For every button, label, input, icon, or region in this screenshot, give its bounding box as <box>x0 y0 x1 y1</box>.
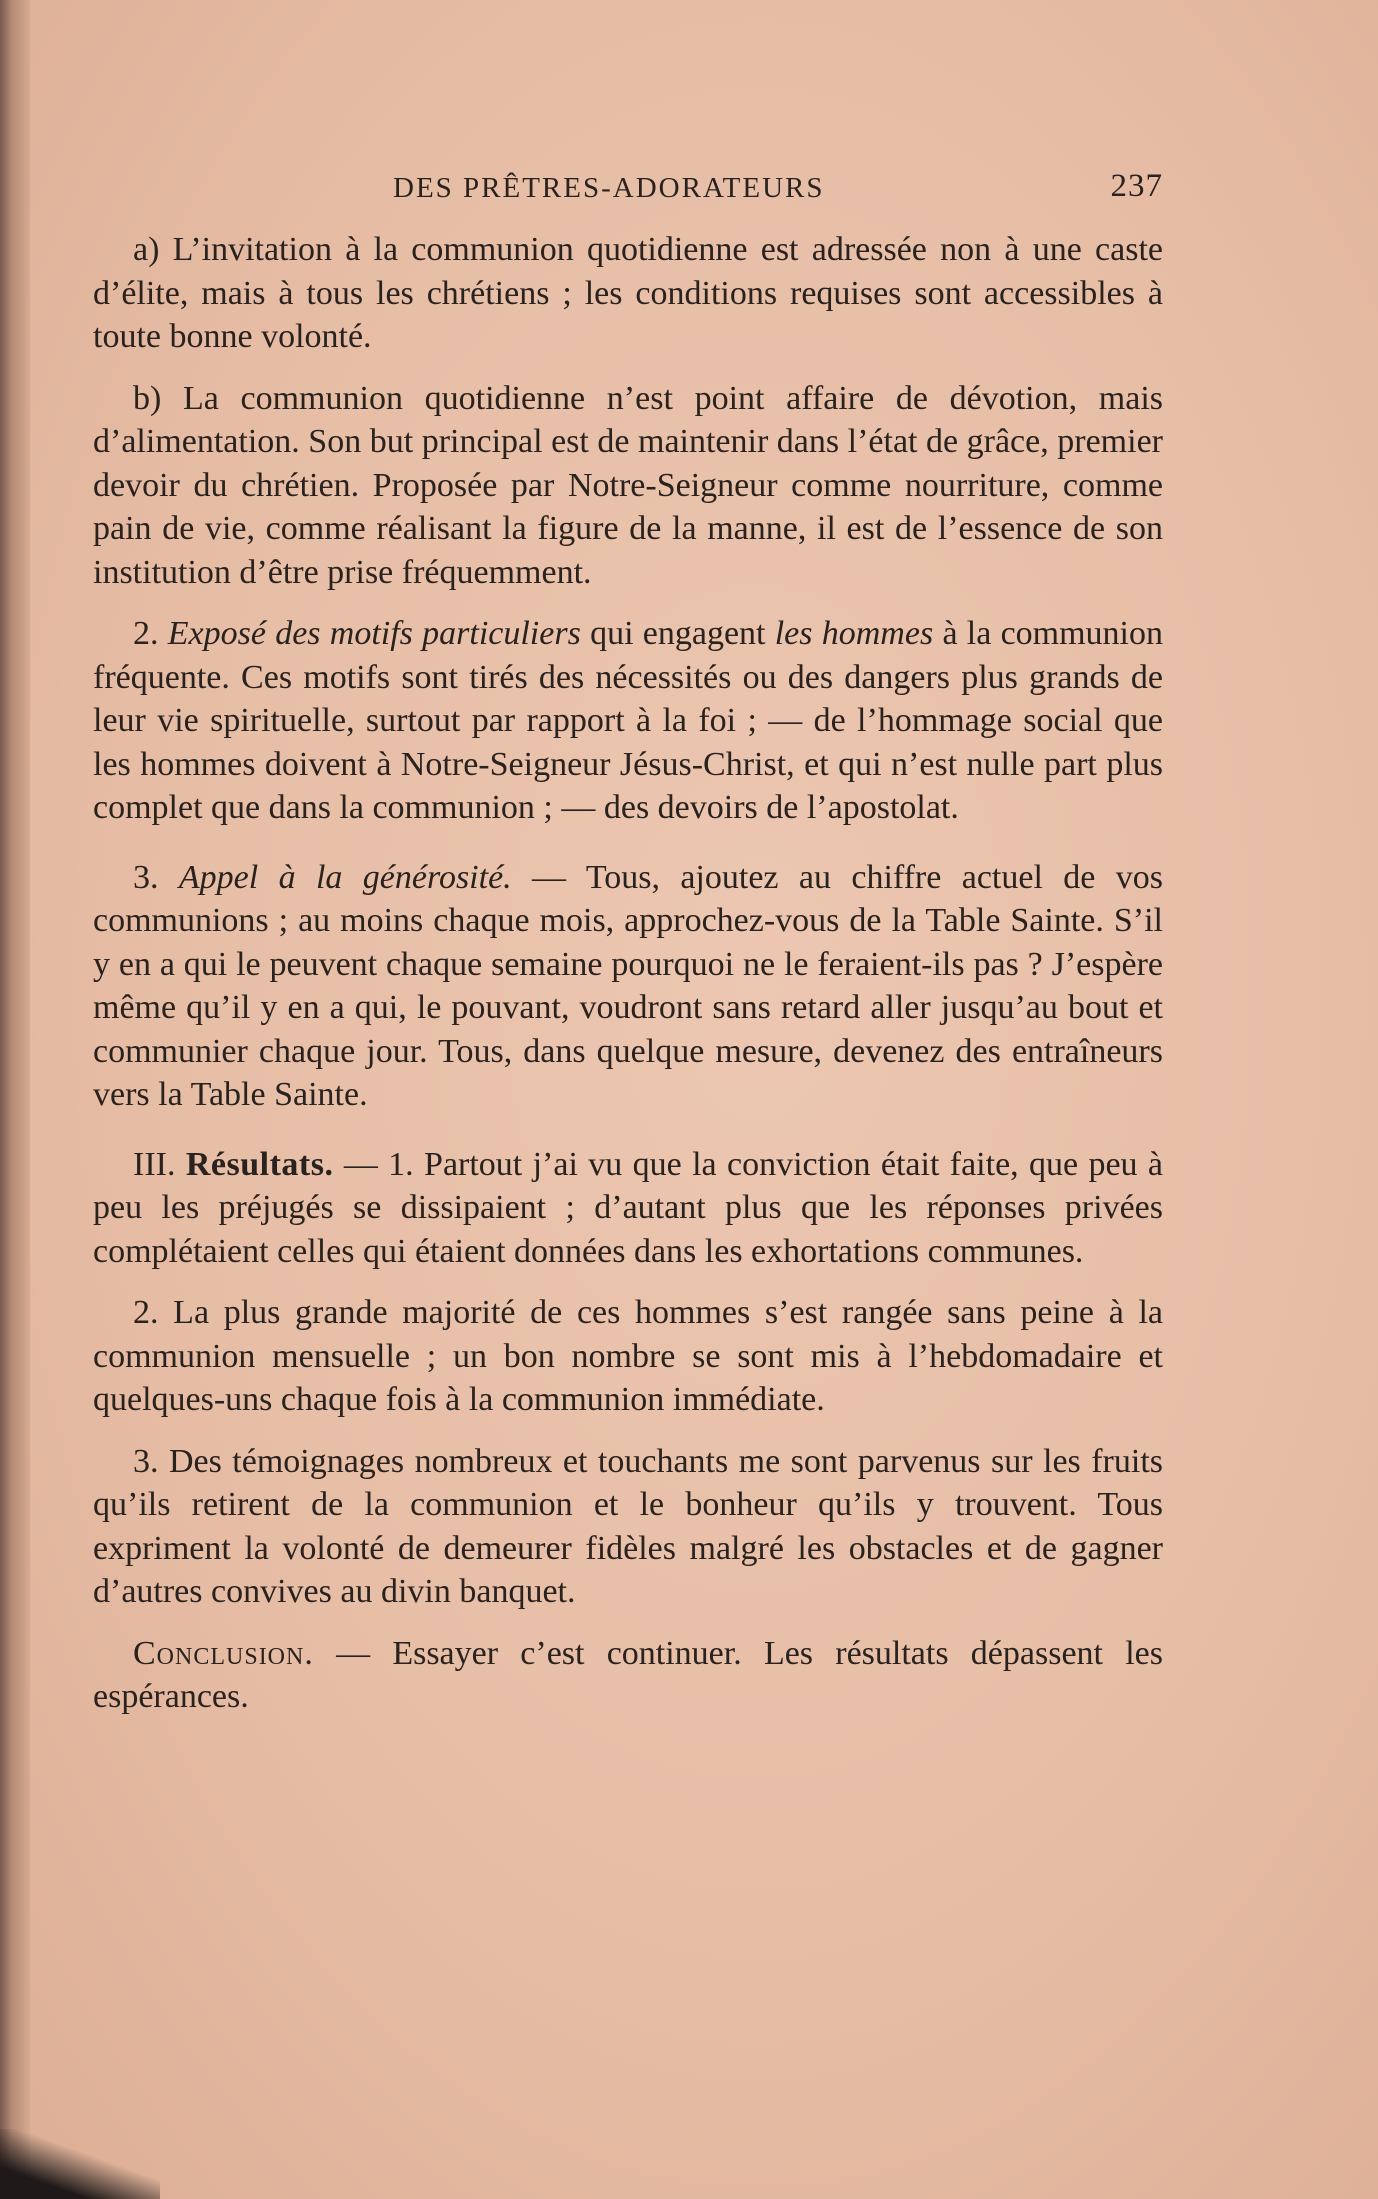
results-paragraph-2-text: 2. La plus grande majorité de ces hommes s’est rangée sans peine à la communion mensuelle ; un bon nombre se sont mis à l’hebdomadaire et quelques-uns chaque fois à la communion immédiate. <box>93 1294 1163 1418</box>
paragraph-2-number: 2. <box>133 615 159 652</box>
results-paragraph-3 <box>93 1440 1163 1614</box>
conclusion-label: Conclusion. <box>133 1634 314 1672</box>
conclusion-paragraph <box>93 1632 1163 1719</box>
paragraph-a <box>93 228 1163 359</box>
paragraph-3-title: Appel à la générosité. <box>178 858 512 896</box>
page-header <box>93 168 1163 212</box>
results-paragraph-3-text: 3. Des témoignages nombreux et touchants me sont parvenus sur les fruits qu’ils retirent de la communion et le bonheur qu’ils y trouvent. Tous expriment la volonté de demeurer fidèles malgré les obstacles et de gagner d’autres convives au divin banquet. <box>93 1442 1163 1610</box>
paragraph-2-rest: à la communion fréquente. Ces motifs sont tirés des nécessités ou des dangers plus grands de leur vie spirituelle, surtout par rapport à la foi ; — de l’hommage social que les hommes doivent à Notre-Seigneur Jésus-Christ, et qui n’est nulle part plus complet que dans la communion ; — des devoirs de l’apostolat. <box>93 615 1163 826</box>
results-paragraph-1-rest: — 1. Partout j’ai vu que la conviction était faite, que peu à peu les préjugés se dissipaient ; d’autant plus que les réponses privées complétaient celles qui étaient données dans les exhortations communes. <box>93 1145 1164 1270</box>
page-corner-shadow <box>0 2129 160 2199</box>
results-heading: Résultats. <box>185 1145 334 1183</box>
paragraph-3 <box>93 856 1163 1117</box>
paragraph-b-text: b) La communion quotidienne n’est point affaire de dévotion, mais d’alimentation. Son but principal est de maintenir dans l’état de grâce, premier devoir du chrétien. Proposée par Notre-Seigneur comme nourriture, comme pain de vie, comme réalisant la figure de la manne, il est de l’essence de son institution d’être prise fréquemment. <box>93 379 1163 591</box>
paragraph-b <box>93 377 1163 595</box>
conclusion-rest: — Essayer c’est continuer. Les résultats dépassent les espérances. <box>93 1634 1163 1715</box>
paragraph-2-mid: qui engagent <box>580 615 775 652</box>
results-paragraph-2 <box>93 1291 1163 1422</box>
page-number: 237 <box>1110 168 1163 204</box>
paragraph-3-number: 3. <box>133 858 159 896</box>
paragraph-2 <box>93 612 1163 830</box>
results-section-number: III. <box>133 1145 176 1183</box>
running-head: DES PRÊTRES-ADORATEURS <box>393 172 825 204</box>
paragraph-3-rest: — Tous, ajoutez au chiffre actuel de vos communions ; au moins chaque mois, approchez-vous de la Table Sainte. S’il y en a qui le peuvent chaque semaine pourquoi ne le feraient-ils pas ? J’espère même qu’il y en a qui, le pouvant, voudront sans retard aller jusqu’au bout et communier chaque jour. Tous, dans quelque mesure, devenez des entraîneurs vers la Table Sainte. <box>93 858 1163 1113</box>
body-text <box>93 228 1163 1745</box>
page-binding-edge <box>0 0 30 2199</box>
paragraph-2-title: Exposé des motifs particuliers <box>167 615 581 652</box>
paragraph-2-emphasis: les hommes <box>774 615 934 652</box>
results-paragraph-1 <box>93 1143 1163 1274</box>
paragraph-a-text: a) L’invitation à la communion quotidienne est adressée non à une caste d’élite, mais à tous les chrétiens ; les conditions requises sont accessibles à toute bonne volonté. <box>93 231 1163 355</box>
